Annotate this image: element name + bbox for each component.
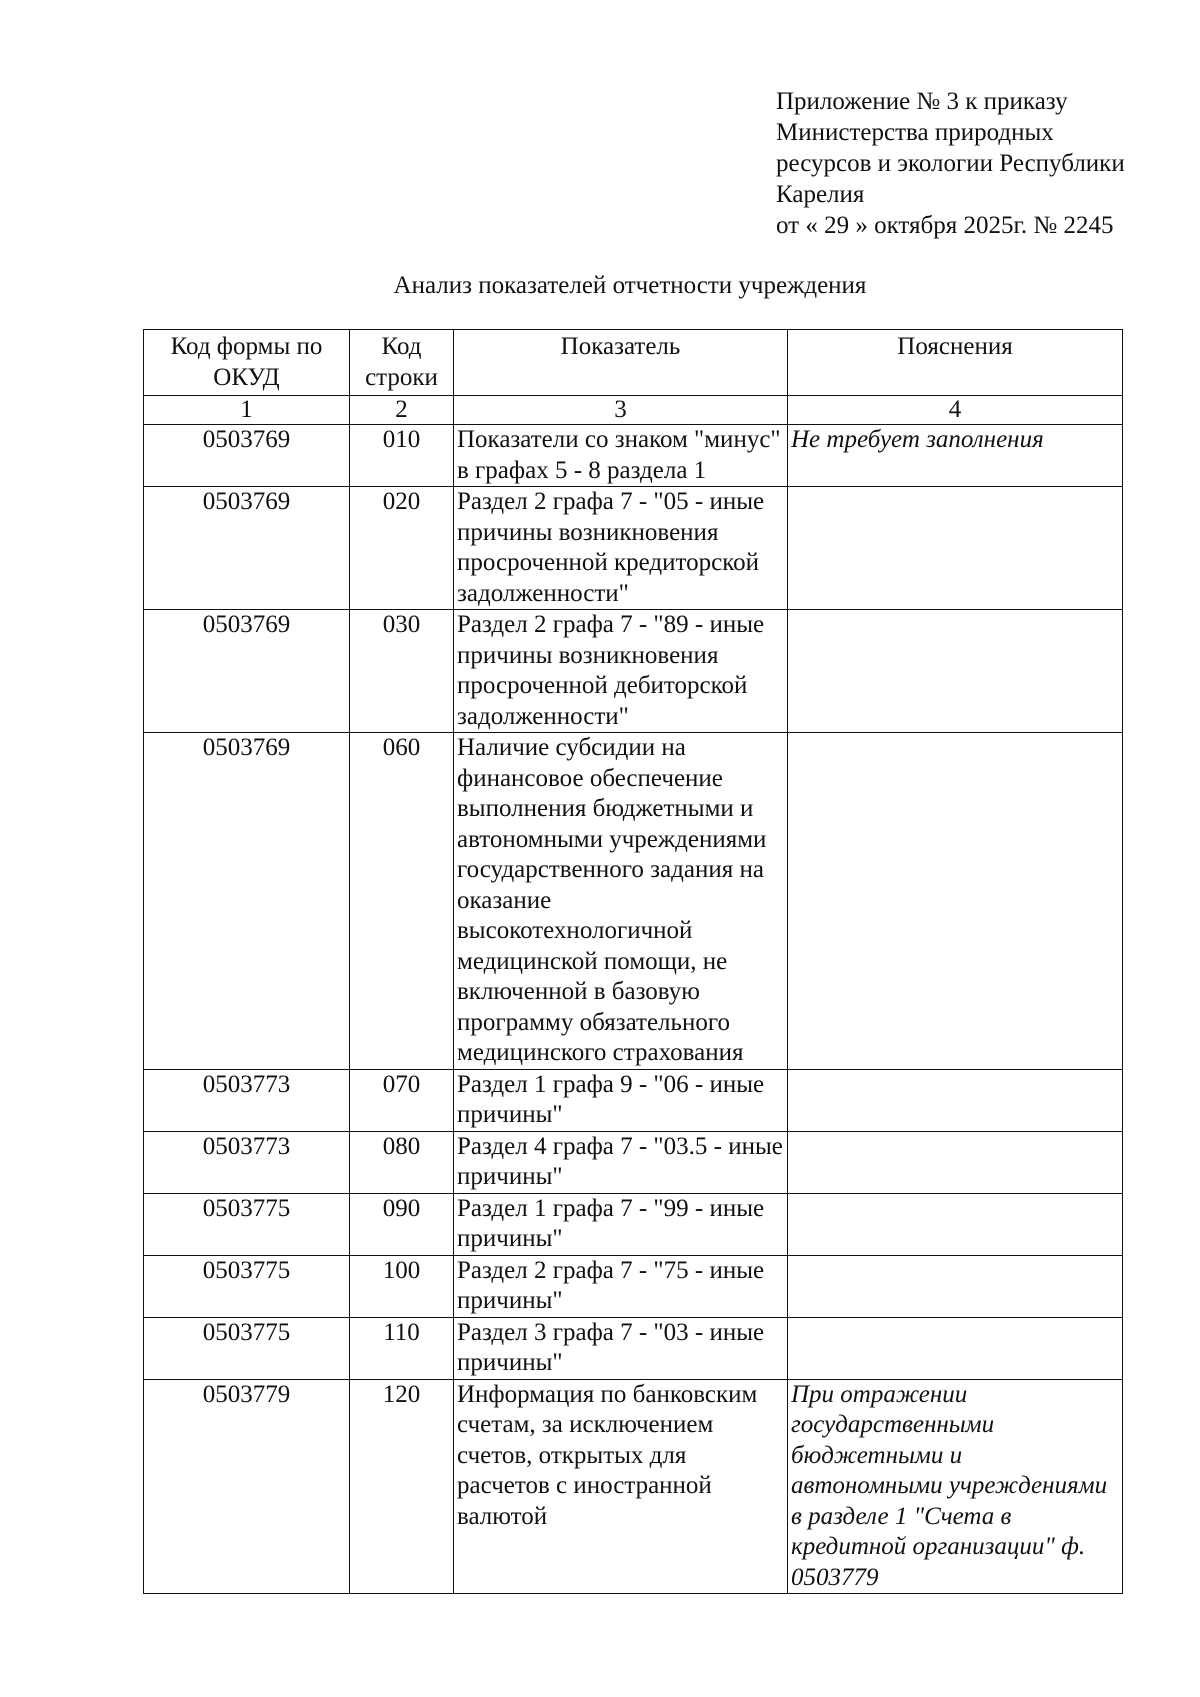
header-row-code: Код строки (350, 330, 454, 396)
okud-cell: 0503769 (144, 425, 350, 487)
header-indicator: Показатель (454, 330, 788, 396)
indicator-cell: Раздел 2 графа 7 - "89 - иные причины возникновения просроченной дебиторской задолженности" (454, 610, 788, 733)
header-line: Министерства природных (776, 119, 1054, 146)
table-row (144, 487, 1123, 610)
okud-cell: 0503775 (144, 1255, 350, 1317)
indicator-cell: Показатели со знаком "минус" в графах 5 - 8 раздела 1 (454, 425, 788, 487)
indicator-cell: Раздел 4 графа 7 - "03.5 - иные причины" (454, 1131, 788, 1193)
row-code-cell: 100 (350, 1255, 454, 1317)
note-cell (788, 1131, 1123, 1193)
indicator-cell: Наличие субсидии на финансовое обеспечение выполнения бюджетными и автономными учреждениями государственного задания на оказание высокотехнологичной медицинской помощи, не включенной в базовую программу обязательного медицинского страхования (454, 733, 788, 1070)
okud-cell: 0503769 (144, 733, 350, 1070)
table-row (144, 1317, 1123, 1379)
order-appendix-header (776, 86, 1176, 241)
note-cell (788, 1317, 1123, 1379)
note-cell (788, 1255, 1123, 1317)
document-title: Анализ показателей отчетности учреждения (393, 272, 867, 299)
column-number: 1 (144, 396, 350, 425)
table-row (144, 425, 1123, 487)
okud-cell: 0503775 (144, 1193, 350, 1255)
indicator-cell: Раздел 3 графа 7 - "03 - иные причины" (454, 1317, 788, 1379)
column-number: 2 (350, 396, 454, 425)
note-cell (788, 1069, 1123, 1131)
table-row (144, 1255, 1123, 1317)
indicator-cell: Информация по банковским счетам, за исключением счетов, открытых для расчетов с иностранной валютой (454, 1379, 788, 1594)
okud-cell: 0503779 (144, 1379, 350, 1594)
row-code-cell: 090 (350, 1193, 454, 1255)
okud-cell: 0503775 (144, 1317, 350, 1379)
table-header-row (144, 330, 1123, 396)
table-row (144, 733, 1123, 1070)
okud-cell: 0503769 (144, 487, 350, 610)
row-code-cell: 110 (350, 1317, 454, 1379)
indicator-cell: Раздел 1 графа 9 - "06 - иные причины" (454, 1069, 788, 1131)
column-numbers-row (144, 396, 1123, 425)
note-cell (788, 733, 1123, 1070)
header-notes: Пояснения (788, 330, 1123, 396)
note-cell: Не требует заполнения (788, 425, 1123, 487)
table-row (144, 1193, 1123, 1255)
row-code-cell: 080 (350, 1131, 454, 1193)
table-row (144, 610, 1123, 733)
header-line: Приложение № 3 к приказу (776, 88, 1068, 115)
table-row (144, 1069, 1123, 1131)
okud-cell: 0503769 (144, 610, 350, 733)
row-code-cell: 010 (350, 425, 454, 487)
indicator-cell: Раздел 2 графа 7 - "05 - иные причины возникновения просроченной кредиторской задолженности" (454, 487, 788, 610)
table-row (144, 1379, 1123, 1594)
column-number: 3 (454, 396, 788, 425)
row-code-cell: 060 (350, 733, 454, 1070)
row-code-cell: 120 (350, 1379, 454, 1594)
row-code-cell: 030 (350, 610, 454, 733)
header-line: от « 29 » октября 2025г. № 2245 (776, 212, 1114, 239)
header-line: ресурсов и экологии Республики (776, 150, 1125, 177)
column-number: 4 (788, 396, 1123, 425)
row-code-cell: 020 (350, 487, 454, 610)
okud-cell: 0503773 (144, 1069, 350, 1131)
header-okud: Код формы по ОКУД (144, 330, 350, 396)
indicator-cell: Раздел 2 графа 7 - "75 - иные причины" (454, 1255, 788, 1317)
note-cell (788, 610, 1123, 733)
note-cell (788, 1193, 1123, 1255)
okud-cell: 0503773 (144, 1131, 350, 1193)
note-cell (788, 487, 1123, 610)
table-row (144, 1131, 1123, 1193)
note-cell: При отражении государственными бюджетными и автономными учреждениями в разделе 1 "Счета в кредитной организации" ф. 0503779 (788, 1379, 1123, 1594)
header-line: Карелия (776, 181, 865, 208)
indicators-table (143, 329, 1123, 1594)
row-code-cell: 070 (350, 1069, 454, 1131)
indicator-cell: Раздел 1 графа 7 - "99 - иные причины" (454, 1193, 788, 1255)
